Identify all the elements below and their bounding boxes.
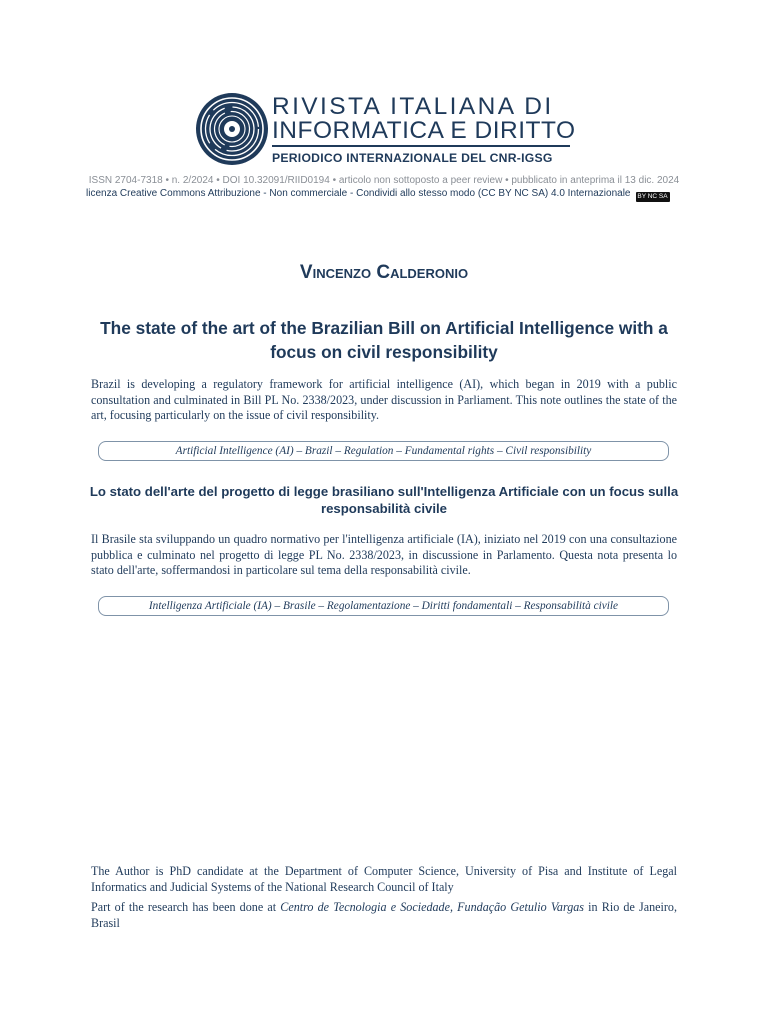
abstract-it: Il Brasile sta sviluppando un quadro normativo per l'intelligenza artificiale (IA), iniziato nel 2019 con una consultazione pubblica e culminato nel progetto di legge PL No. 2338/2023, in discussione in Parlamento. Questa nota presenta lo stato dell'arte, soffermandosi in particolare sul tema della responsabilità civile. bbox=[91, 532, 677, 577]
publication-meta: ISSN 2704-7318 • n. 2/2024 • DOI 10.32091/RIID0194 • articolo non sottoposto a peer review • pubblicato in anteprima il 13 dic. 2024 bbox=[88, 175, 680, 186]
vinyl-disc-logo-icon bbox=[195, 92, 269, 166]
masthead-divider bbox=[272, 145, 570, 147]
research-note-prefix: Part of the research has been done at bbox=[91, 900, 281, 914]
journal-subtitle: PERIODICO INTERNAZIONALE DEL CNR-IGSG bbox=[272, 151, 553, 165]
article-title-it: Lo stato dell'arte del progetto di legge brasiliano sull'Intelligenza Artificiale con un focus sulla responsabilità civile bbox=[89, 484, 679, 516]
article-title-en: The state of the art of the Brazilian Bill on Artificial Intelligence with a focus on civil responsibility bbox=[100, 318, 668, 362]
research-note-institution: Centro de Tecnologia e Sociedade, Fundação Getulio Vargas bbox=[280, 900, 584, 914]
keywords-it: Intelligenza Artificiale (IA) – Brasile – Regolamentazione – Diritti fondamentali – Responsabilità civile bbox=[98, 596, 669, 616]
research-note-suffix: in Rio de Janeiro, Brasil bbox=[91, 900, 677, 930]
research-location-note bbox=[91, 900, 677, 931]
license-text: licenza Creative Commons Attribuzione - Non commerciale - Condividi allo stesso modo (CC BY NC SA) 4.0 Internazionale bbox=[86, 188, 631, 199]
journal-name-line1: RIVISTA ITALIANA DI bbox=[272, 93, 554, 120]
license-line bbox=[86, 189, 670, 202]
keywords-en: Artificial Intelligence (AI) – Brazil – Regulation – Fundamental rights – Civil responsibility bbox=[98, 441, 669, 461]
author-name: Vincenzo Calderonio bbox=[299, 262, 469, 283]
author-affiliation-note: The Author is PhD candidate at the Department of Computer Science, University of Pisa and Institute of Legal Informatics and Judicial Systems of the National Research Council of Italy bbox=[91, 864, 677, 894]
abstract-en: Brazil is developing a regulatory framework for artificial intelligence (AI), which began in 2019 with a public consultation and culminated in Bill PL No. 2338/2023, under discussion in Parliament. This note outlines the state of the art, focusing particularly on the issue of civil responsibility. bbox=[91, 377, 677, 422]
cc-license-badge-icon[interactable]: BY NC SA bbox=[637, 193, 668, 200]
journal-name-line2: INFORMATICA E DIRITTO bbox=[272, 117, 576, 144]
